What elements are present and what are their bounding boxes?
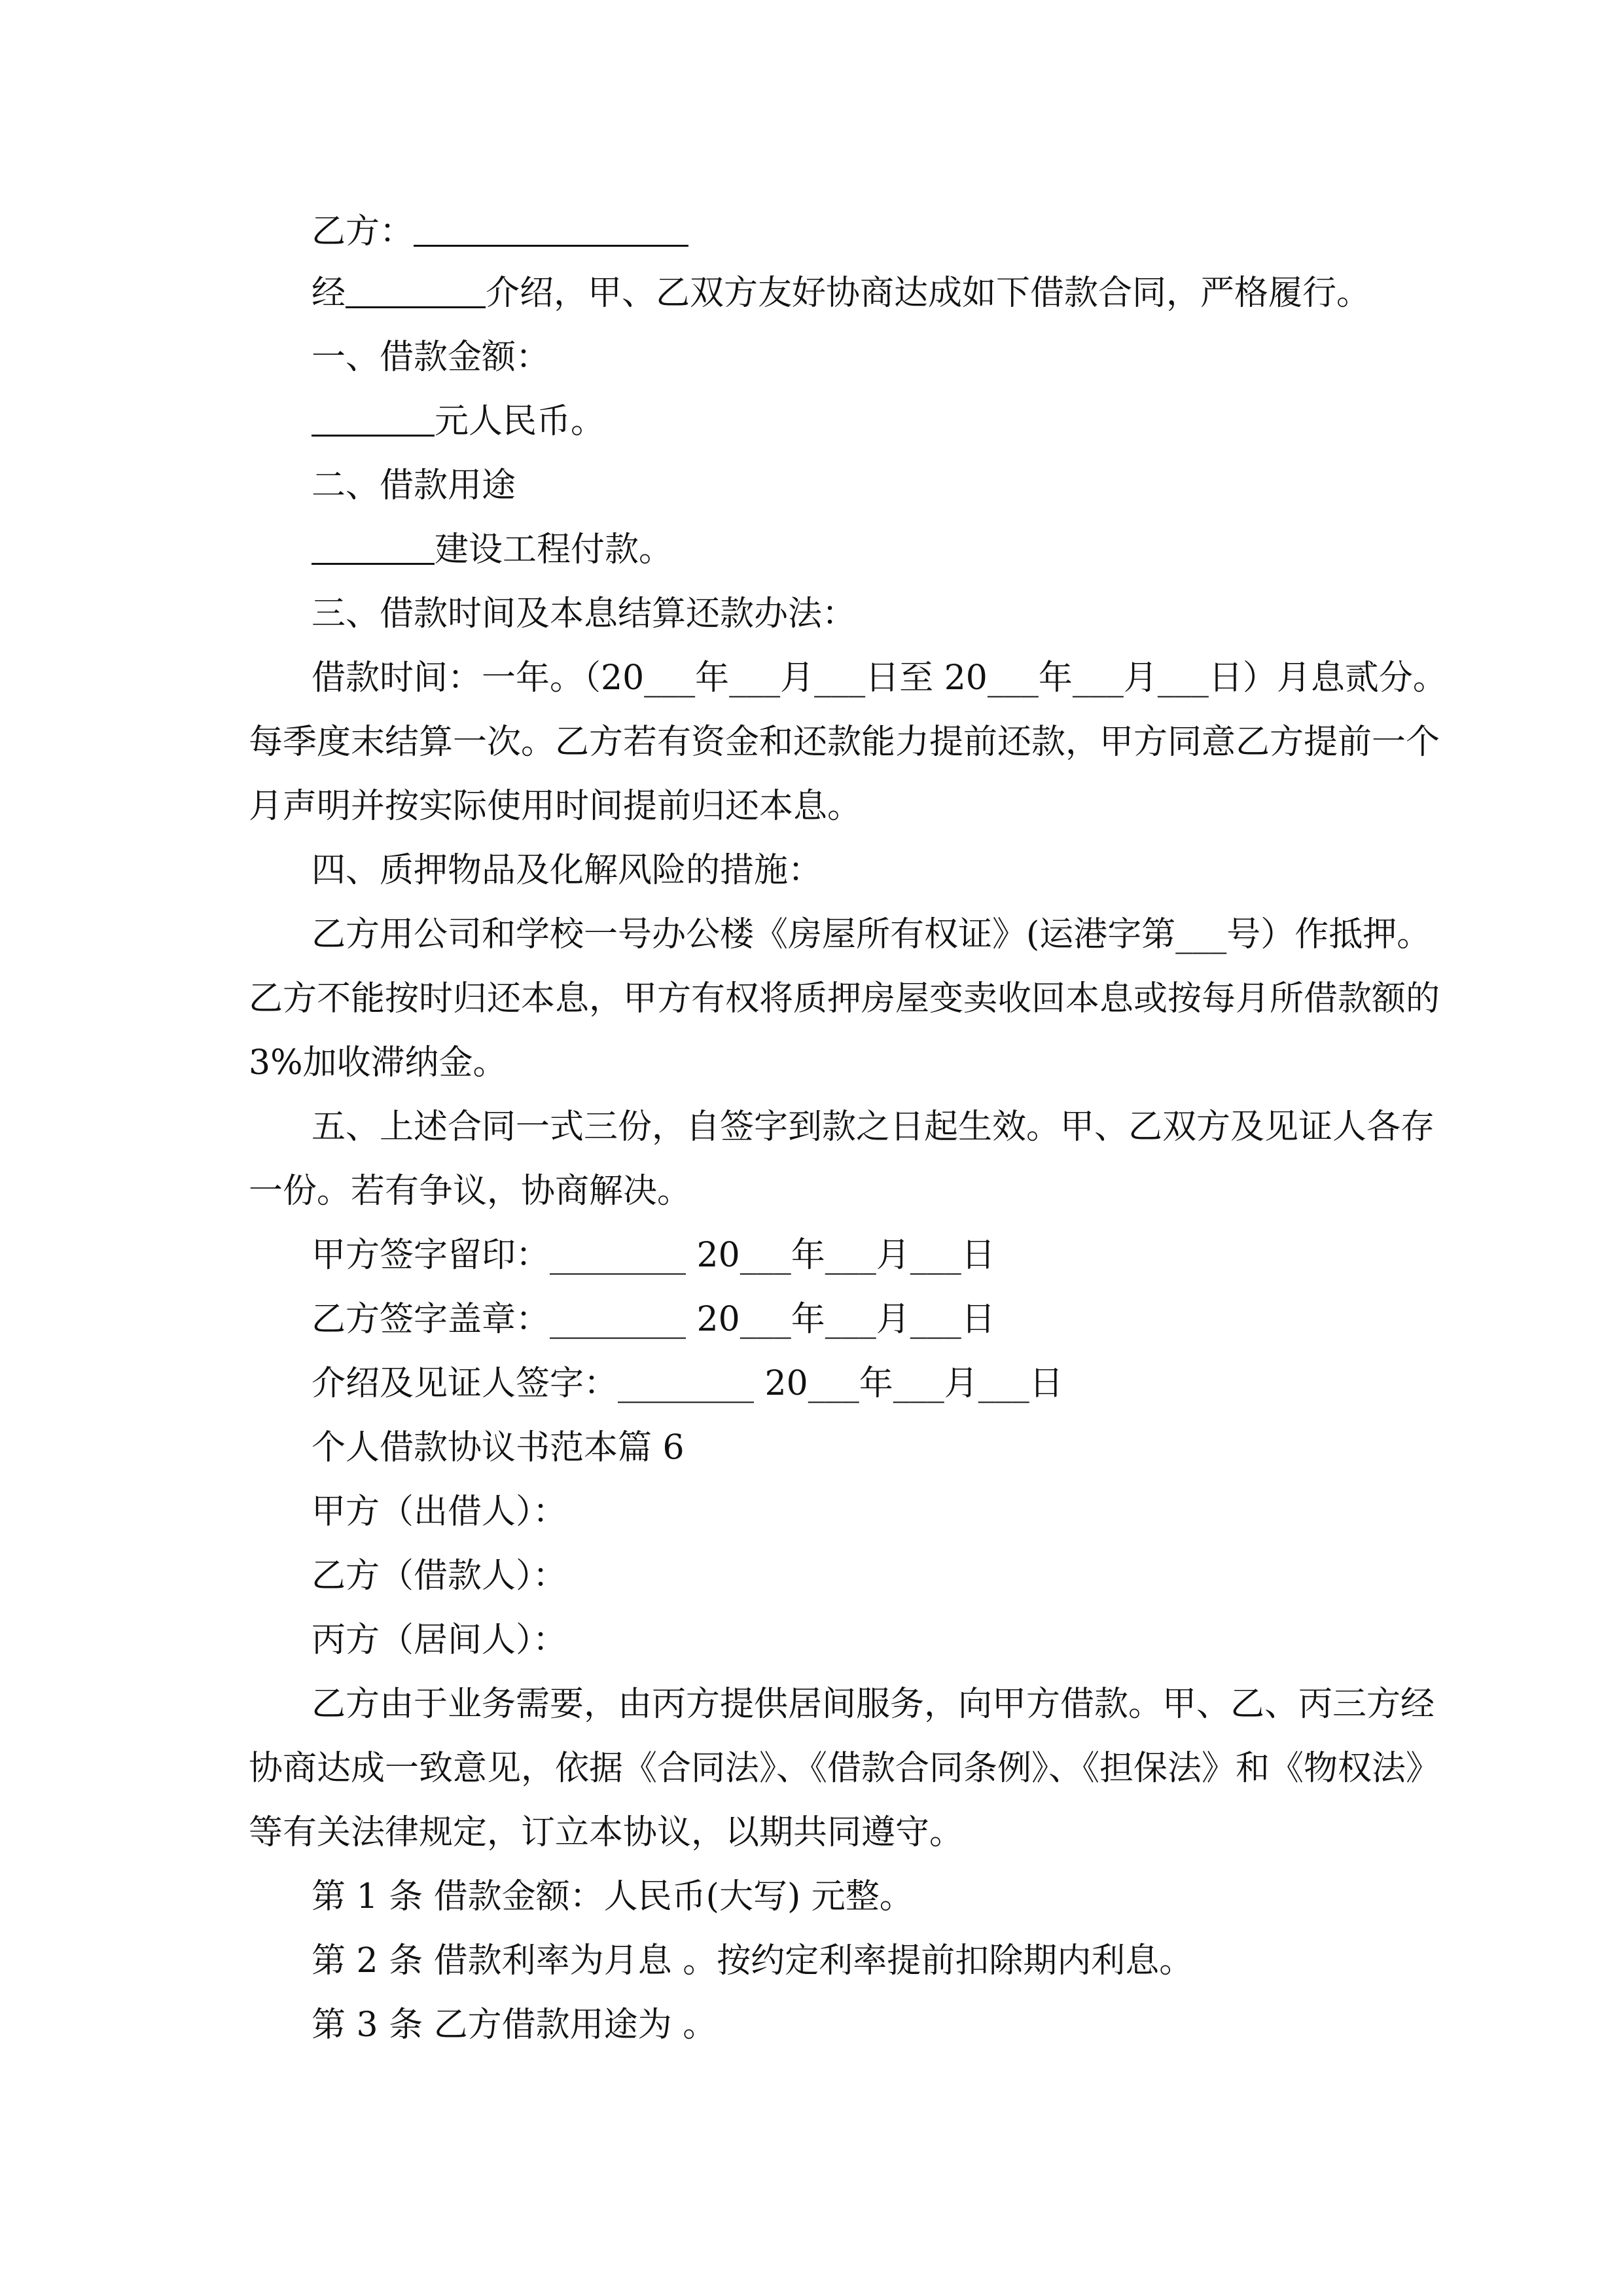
settlement-line: 每季度末结算一次。乙方若有资金和还款能力提前还款，甲方同意乙方提前一个 [249,723,1440,762]
dispute-line: 一份。若有争议，协商解决。 [249,1172,692,1211]
party-a-lender-line: 甲方（出借人）： [312,1492,567,1532]
section-1-heading: 一、借款金额： [312,338,550,377]
agreement-intro-line-3: 等有关法律规定，订立本协议，以期共同遵守。 [249,1813,964,1852]
loan-amount-text: 元人民币。 [435,402,605,441]
article-1-line: 第 1 条 借款金额：人民币(大写) 元整。 [312,1877,914,1916]
introduction-text: 介绍，甲、乙双方友好协商达成如下借款合同，严格履行。 [486,274,1371,313]
default-remedy-line: 乙方不能按时归还本息，甲方有权将质押房屋变卖收回本息或按每月所借款额的 [249,979,1440,1018]
section-3-heading: 三、借款时间及本息结算还款办法： [312,594,857,634]
section-title-6: 个人借款协议书范本篇 6 [312,1428,685,1467]
article-2-line: 第 2 条 借款利率为月息 。按约定利率提前扣除期内利息。 [312,1941,1194,1981]
loan-purpose-blank [312,525,435,565]
party-c-intermediary-line: 丙方（居间人）： [312,1621,567,1660]
party-a-signature-line: 甲方签字留印：________ 20___年___月___日 [312,1236,995,1275]
collateral-line: 乙方用公司和学校一号办公楼《房屋所有权证》(运港字第___号）作抵押。 [312,915,1431,954]
loan-amount-line [312,389,605,454]
introducer-blank [346,268,486,308]
early-repayment-line: 月声明并按实际使用时间提前归还本息。 [249,787,862,826]
loan-purpose-line [312,517,673,583]
party-b-signature-line: 乙方签字盖章：________ 20___年___月___日 [312,1300,995,1339]
party-b-borrower-line: 乙方（借款人）： [312,1556,567,1596]
introduction-prefix: 经 [312,274,346,313]
loan-amount-blank [312,397,435,437]
section-5-line: 五、上述合同一式三份，自签字到款之日起生效。甲、乙双方及见证人各存 [312,1107,1435,1147]
late-fee-line: 3%加收滞纳金。 [249,1043,507,1083]
agreement-intro-line-1: 乙方由于业务需要，由丙方提供居间服务，向甲方借款。甲、乙、丙三方经 [312,1685,1435,1724]
section-4-heading: 四、质押物品及化解风险的措施： [312,851,823,890]
party-b-label: 乙方： [312,212,414,251]
loan-period-line: 借款时间：一年。（20___年___月___日至 20___年___月___日）月息贰分。 [312,658,1447,698]
loan-purpose-text: 建设工程付款。 [435,530,673,569]
agreement-intro-line-2: 协商达成一致意见，依据《合同法》、《借款合同条例》、《担保法》和《物权法》 [249,1749,1440,1788]
introduction-line [312,260,1370,326]
section-2-heading: 二、借款用途 [312,466,516,505]
article-3-line: 第 3 条 乙方借款用途为 。 [312,2005,717,2045]
party-b-blank [414,207,688,247]
party-b-line [312,199,688,264]
witness-signature-line: 介绍及见证人签字：________ 20___年___月___日 [312,1364,1063,1403]
